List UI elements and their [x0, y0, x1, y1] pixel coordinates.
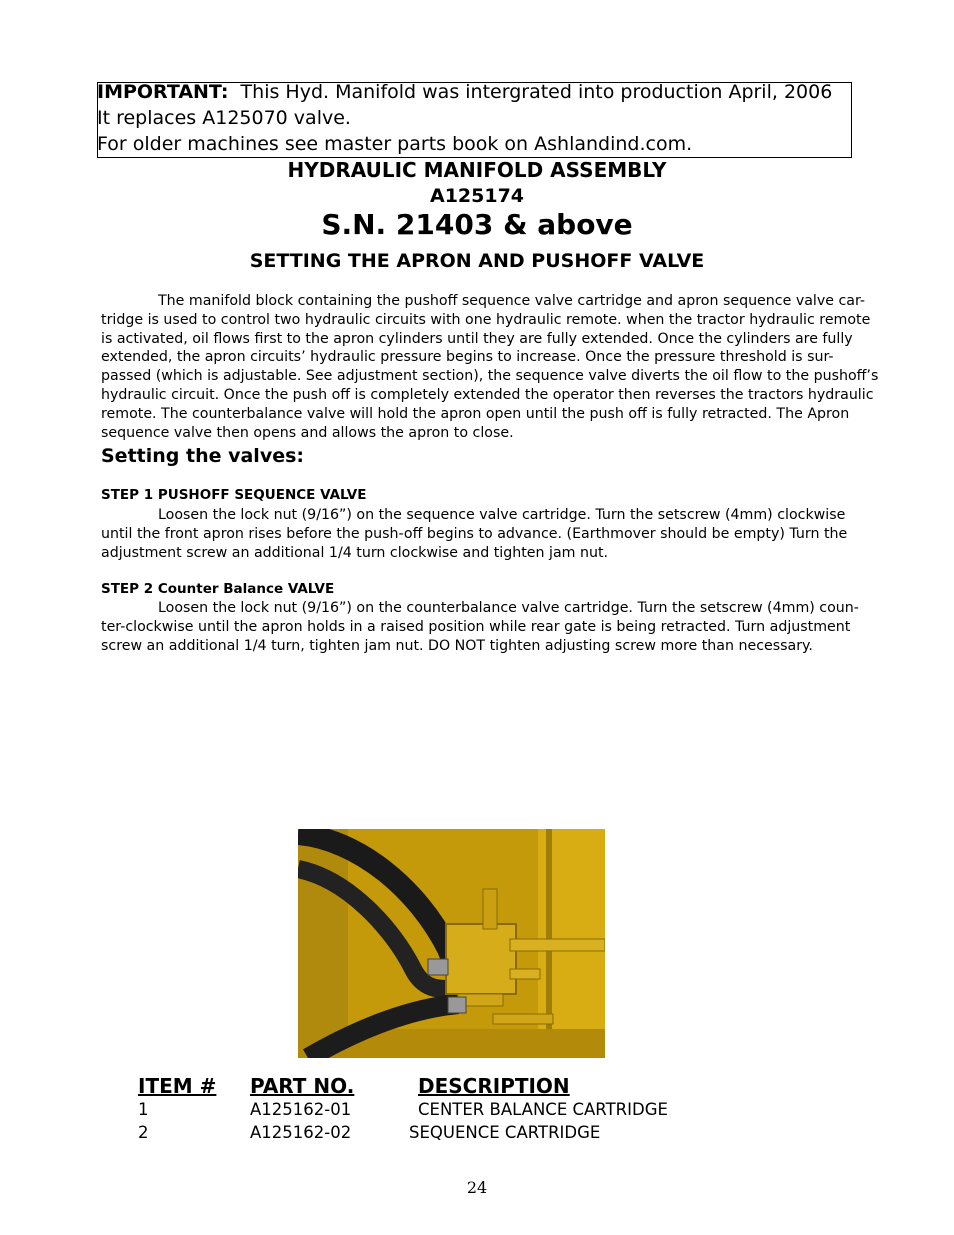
step-line: Loosen the lock nut (9/16”) on the sequence valve cartridge. Turn the setscrew (4mm) clockwise: [158, 507, 846, 523]
intro-line: extended, the apron circuits’ hydraulic pressure begins to increase. Once the pressure threshold is sur-: [101, 349, 834, 366]
step-2-title: STEP 2 Counter Balance VALVE: [101, 581, 335, 597]
step-line: adjustment screw an additional 1/4 turn clockwise and tighten jam nut.: [101, 544, 609, 561]
intro-paragraph: [101, 292, 879, 442]
table-cell-item: 1: [138, 1100, 149, 1119]
serial-range-title: S.N. 21403 & above: [321, 208, 633, 241]
assembly-title: HYDRAULIC MANIFOLD ASSEMBLY: [287, 158, 667, 182]
table-header-description: DESCRIPTION: [418, 1074, 570, 1098]
table-cell-description: CENTER BALANCE CARTRIDGE: [418, 1100, 668, 1119]
step-line: screw an additional 1/4 turn, tighten jam nut. DO NOT tighten adjusting screw more than necessary.: [101, 637, 813, 654]
intro-line: passed (which is adjustable. See adjustment section), the sequence valve diverts the oil flow to the pushoff’s: [101, 368, 879, 385]
step-2-paragraph: [101, 599, 861, 655]
manifold-photo: [298, 829, 605, 1058]
step-1-title: STEP 1 PUSHOFF SEQUENCE VALVE: [101, 487, 367, 503]
intro-line: The manifold block containing the pushoff sequence valve cartridge and apron sequence valve car-: [158, 293, 866, 309]
table-cell-part-no: A125162-02: [250, 1123, 352, 1142]
table-header-part-no: PART NO.: [250, 1074, 355, 1098]
intro-line: is activated, oil flows first to the apron cylinders until they are fully extended. Once the cylinders are fully: [101, 330, 853, 347]
intro-line: remote. The counterbalance valve will hold the apron open until the push off is fully retracted. The Apron: [101, 405, 850, 422]
table-cell-item: 2: [138, 1123, 149, 1142]
notice-line-1: [97, 80, 832, 104]
page-number: 24: [466, 1178, 488, 1197]
step-line: until the front apron rises before the push-off begins to advance. (Earthmover should be empty) Turn the: [101, 525, 848, 542]
intro-line: hydraulic circuit. Once the push off is completely extended the operator then reverses the tractors hydraulic: [101, 386, 874, 403]
step-line: ter-clockwise until the apron holds in a raised position while rear gate is being retracted. Turn adjustment: [101, 618, 851, 635]
manifold-photo-drawing: [298, 829, 605, 1058]
table-header-item: ITEM #: [138, 1074, 217, 1098]
assembly-part-number: A125174: [429, 185, 525, 207]
setting-valves-heading: Setting the valves:: [101, 445, 304, 467]
intro-line: sequence valve then opens and allows the apron to close.: [101, 424, 514, 441]
intro-line: tridge is used to control two hydraulic circuits with one hydraulic remote. when the tractor hydraulic remote: [101, 311, 871, 328]
step-line: Loosen the lock nut (9/16”) on the counterbalance valve cartridge. Turn the setscrew (4mm) coun-: [158, 600, 859, 616]
notice-line-2: It replaces A125070 valve.: [97, 107, 351, 129]
notice-text-1: This Hyd. Manifold was intergrated into production April, 2006: [240, 81, 833, 103]
notice-line-3: For older machines see master parts book on Ashlandind.com.: [97, 133, 693, 155]
table-cell-description: SEQUENCE CARTRIDGE: [409, 1123, 601, 1142]
table-cell-part-no: A125162-01: [250, 1100, 352, 1119]
section-subtitle: SETTING THE APRON AND PUSHOFF VALVE: [249, 250, 705, 272]
step-1-paragraph: [101, 506, 861, 562]
notice-label: IMPORTANT:: [97, 81, 229, 103]
